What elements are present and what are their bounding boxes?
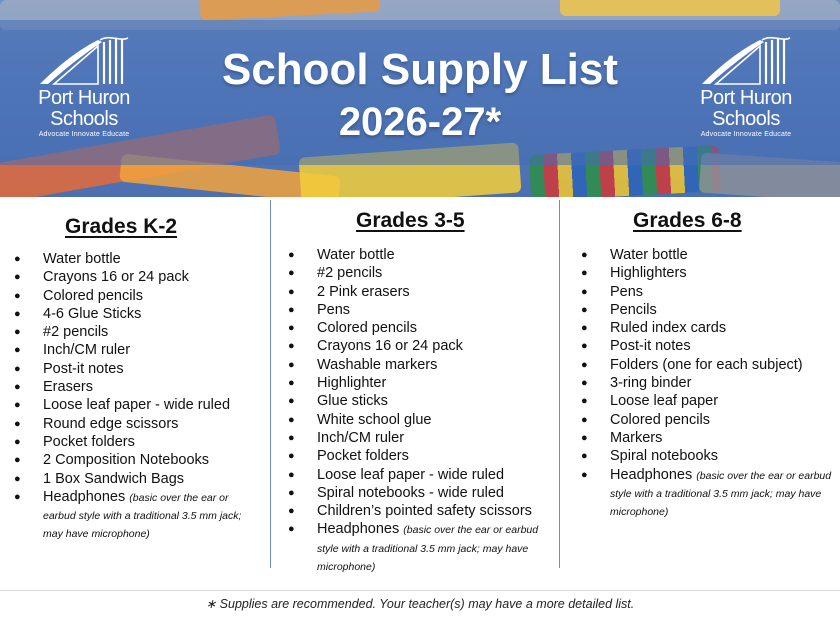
item-label: Pens xyxy=(610,283,644,300)
bullet-icon: ● xyxy=(288,413,295,426)
bullet-icon: ● xyxy=(581,322,588,335)
list-item xyxy=(581,264,836,282)
list-item xyxy=(288,429,556,447)
school-year: 2026-27* xyxy=(338,100,502,144)
bullet-icon: ● xyxy=(14,326,21,339)
grade-heading: Grades K-2 xyxy=(65,215,178,238)
item-label: Colored pencils xyxy=(317,320,417,337)
list-item xyxy=(14,287,264,305)
supply-list xyxy=(288,246,556,575)
item-label: Crayons 16 or 24 pack xyxy=(317,338,463,355)
item-label: Erasers xyxy=(43,379,93,396)
bullet-icon: ● xyxy=(581,413,588,426)
list-item xyxy=(581,319,836,337)
item-label: Post-it notes xyxy=(610,338,691,355)
item-label: Headphones xyxy=(610,466,693,483)
item-label: Ruled index cards xyxy=(610,320,727,337)
item-label: Spiral notebooks - wide ruled xyxy=(317,484,504,501)
item-label: Inch/CM ruler xyxy=(317,429,405,446)
item-note: (basic over the ear or earbud style with a traditional 3.5 mm jack; may have microphone) xyxy=(317,524,539,574)
item-label: Pens xyxy=(317,301,351,318)
grades-6-8-column xyxy=(560,197,840,567)
bullet-icon: ● xyxy=(581,358,588,371)
bullet-icon: ● xyxy=(14,271,21,284)
bullet-icon: ● xyxy=(14,307,21,320)
bullet-icon: ● xyxy=(288,358,295,371)
logo-line-1: Port Huron xyxy=(700,87,792,109)
bullet-icon: ● xyxy=(14,472,21,485)
grade-heading: Grades 3-5 xyxy=(356,209,465,232)
item-label: Pocket folders xyxy=(43,433,135,450)
list-item xyxy=(581,337,836,355)
grades-k2-column xyxy=(0,197,270,567)
bullet-icon: ● xyxy=(581,340,588,353)
item-label: 1 Box Sandwich Bags xyxy=(43,470,185,487)
item-label: 2 Pink erasers xyxy=(317,283,410,300)
bullet-icon: ● xyxy=(288,468,295,481)
logo-tagline: Advocate Innovate Educate xyxy=(700,131,792,138)
item-note: (basic over the ear or earbud style with a traditional 3.5 mm jack; may have microphone) xyxy=(43,491,242,541)
bullet-icon: ● xyxy=(14,417,21,430)
bullet-icon: ● xyxy=(288,322,295,335)
item-label: Loose leaf paper xyxy=(610,393,719,410)
bullet-icon: ● xyxy=(14,490,21,503)
bullet-icon: ● xyxy=(581,377,588,390)
item-label: Markers xyxy=(610,429,663,446)
item-label: 4-6 Glue Sticks xyxy=(43,305,142,322)
bullet-icon: ● xyxy=(288,340,295,353)
list-item xyxy=(581,356,836,374)
bullet-icon: ● xyxy=(581,267,588,280)
list-item xyxy=(581,466,836,521)
bullet-icon: ● xyxy=(581,285,588,298)
flag-wave-logo-icon xyxy=(700,36,792,86)
item-label: White school glue xyxy=(317,411,432,428)
bullet-icon: ● xyxy=(288,285,295,298)
bullet-icon: ● xyxy=(288,303,295,316)
item-label: Loose leaf paper - wide ruled xyxy=(43,397,231,414)
bullet-icon: ● xyxy=(14,399,21,412)
bullet-icon: ● xyxy=(288,395,295,408)
item-note: (basic over the ear or earbud style with a traditional 3.5 mm jack; may have microphone) xyxy=(610,469,832,519)
item-label: Post-it notes xyxy=(43,360,124,377)
bullet-icon: ● xyxy=(14,344,21,357)
bullet-icon: ● xyxy=(581,395,588,408)
bullet-icon: ● xyxy=(288,523,295,536)
ruler-decoration xyxy=(560,0,780,16)
footnote: ∗ Supplies are recommended. Your teacher(s) may have a more detailed list. xyxy=(205,597,635,611)
list-item xyxy=(14,378,264,396)
list-item xyxy=(14,415,264,433)
supply-list xyxy=(14,250,264,543)
list-item xyxy=(14,305,264,323)
bullet-icon: ● xyxy=(581,468,588,481)
item-label: Water bottle xyxy=(317,247,395,263)
bullet-icon: ● xyxy=(14,381,21,394)
list-item xyxy=(288,520,556,575)
item-label: Headphones xyxy=(43,488,126,505)
list-item xyxy=(288,283,556,301)
list-item xyxy=(14,323,264,341)
list-item xyxy=(288,392,556,410)
bullet-icon: ● xyxy=(288,249,295,261)
list-item xyxy=(288,411,556,429)
list-item xyxy=(581,374,836,392)
item-label: Washable markers xyxy=(317,356,438,373)
item-label: Highlighter xyxy=(317,375,387,392)
item-label: Folders (one for each subject) xyxy=(610,356,803,373)
list-item xyxy=(581,283,836,301)
bullet-icon: ● xyxy=(288,267,295,280)
footer-divider xyxy=(0,590,840,591)
list-item xyxy=(288,466,556,484)
list-item xyxy=(581,301,836,319)
list-item xyxy=(288,356,556,374)
list-item xyxy=(288,374,556,392)
item-label: Crayons 16 or 24 pack xyxy=(43,269,189,286)
list-item xyxy=(288,484,556,502)
list-item xyxy=(581,447,836,465)
item-label: Pocket folders xyxy=(317,448,409,465)
list-item xyxy=(288,502,556,520)
list-item xyxy=(288,301,556,319)
bullet-icon: ● xyxy=(14,454,21,467)
list-item xyxy=(14,341,264,359)
item-label: #2 pencils xyxy=(43,324,109,341)
item-label: Highlighters xyxy=(610,265,687,282)
list-item xyxy=(581,411,836,429)
list-item xyxy=(14,360,264,378)
list-item xyxy=(14,470,264,488)
bullet-icon: ● xyxy=(288,505,295,518)
list-item xyxy=(581,246,836,264)
bullet-icon: ● xyxy=(581,303,588,316)
bullet-icon: ● xyxy=(288,450,295,463)
item-label: Spiral notebooks xyxy=(610,448,719,465)
list-item xyxy=(14,250,264,268)
header-banner xyxy=(0,0,840,197)
list-item xyxy=(581,429,836,447)
logo-tagline: Advocate Innovate Educate xyxy=(38,131,130,138)
logo-line-1: Port Huron xyxy=(38,87,130,109)
logo-line-2: Schools xyxy=(50,108,118,130)
list-item xyxy=(288,246,556,264)
supply-list xyxy=(581,246,836,520)
page-title: School Supply List xyxy=(221,45,619,94)
bullet-icon: ● xyxy=(14,435,21,448)
logo-line-2: Schools xyxy=(712,108,780,130)
bullet-icon: ● xyxy=(581,450,588,463)
item-label: Pencils xyxy=(610,301,657,318)
bullet-icon: ● xyxy=(581,431,588,444)
item-label: Colored pencils xyxy=(43,287,143,304)
list-item xyxy=(581,392,836,410)
item-label: #2 pencils xyxy=(317,265,383,282)
list-item xyxy=(288,447,556,465)
item-label: Water bottle xyxy=(610,247,688,263)
list-item xyxy=(14,488,264,543)
bullet-icon: ● xyxy=(581,249,588,261)
item-label: Round edge scissors xyxy=(43,415,179,432)
port-huron-schools-logo xyxy=(688,36,804,146)
item-label: 3-ring binder xyxy=(610,375,692,392)
grades-3-5-column xyxy=(271,197,559,574)
list-item xyxy=(14,268,264,286)
list-item xyxy=(288,264,556,282)
item-label: 2 Composition Notebooks xyxy=(43,452,210,469)
bullet-icon: ● xyxy=(14,362,21,375)
item-label: Children’s pointed safety scissors xyxy=(317,503,532,520)
list-item xyxy=(288,319,556,337)
item-label: Colored pencils xyxy=(610,411,710,428)
bullet-icon: ● xyxy=(288,431,295,444)
item-label: Loose leaf paper - wide ruled xyxy=(317,466,505,483)
bullet-icon: ● xyxy=(14,289,21,302)
grade-heading: Grades 6-8 xyxy=(633,209,742,232)
list-item xyxy=(14,396,264,414)
bullet-icon: ● xyxy=(288,486,295,499)
bullet-icon: ● xyxy=(288,377,295,390)
item-label: Inch/CM ruler xyxy=(43,342,131,359)
list-item xyxy=(14,433,264,451)
item-label: Water bottle xyxy=(43,251,121,267)
item-label: Headphones xyxy=(317,521,400,538)
list-item xyxy=(288,337,556,355)
item-label: Glue sticks xyxy=(317,393,388,410)
bullet-icon: ● xyxy=(14,253,21,265)
list-item xyxy=(14,451,264,469)
